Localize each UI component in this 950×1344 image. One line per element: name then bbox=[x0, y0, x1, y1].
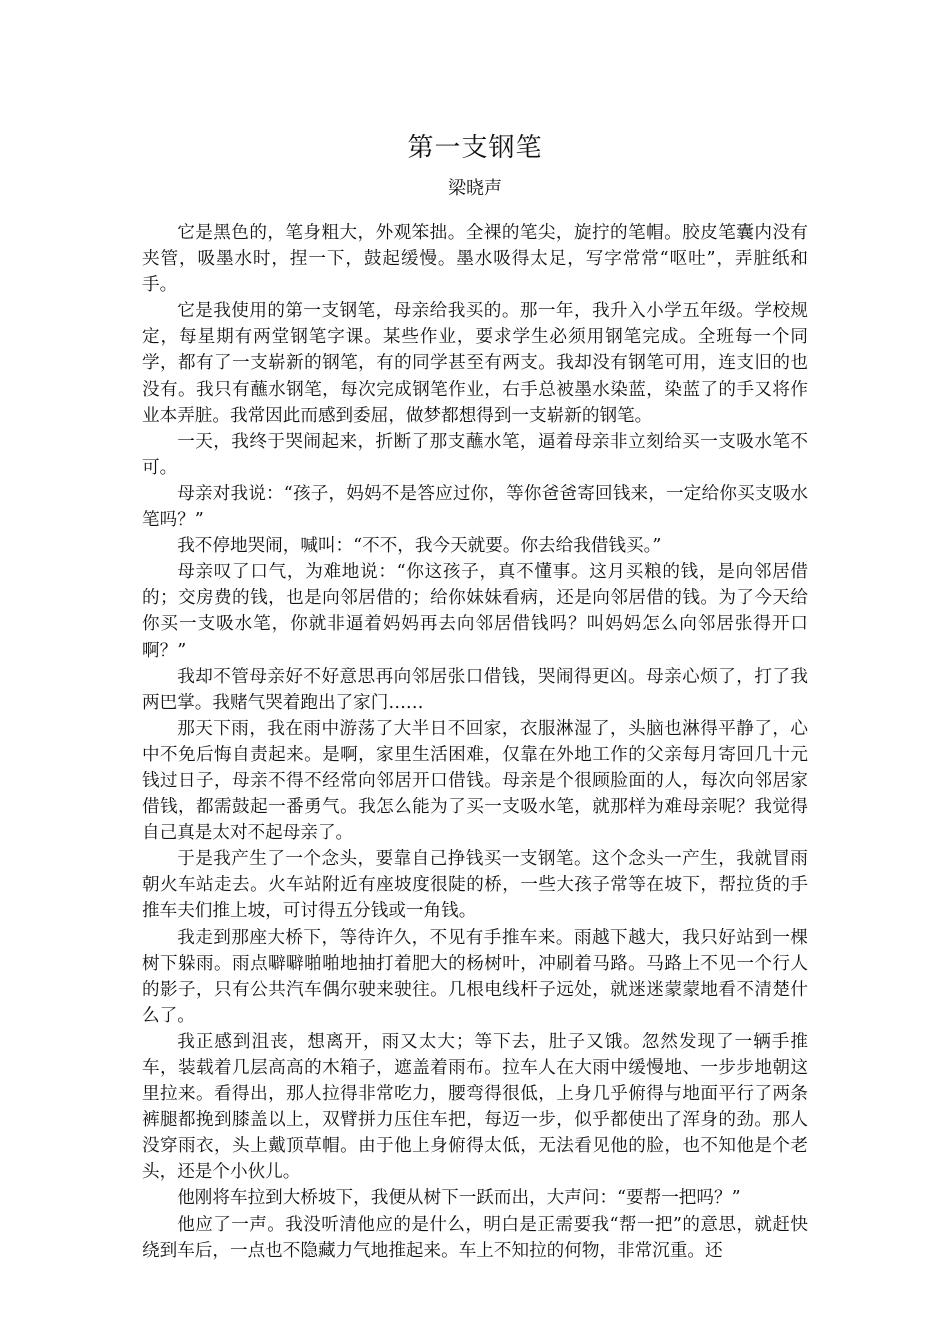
paragraph: 一天，我终于哭闹起来，折断了那支蘸水笔，逼着母亲非立刻给买一支吸水笔不可。 bbox=[142, 431, 808, 478]
paragraph: 我不停地哭闹，喊叫：“不不，我今天就要。你去给我借钱买。” bbox=[177, 536, 662, 557]
document-author: 梁晓声 bbox=[448, 178, 502, 199]
paragraph: 他刚将车拉到大桥坡下，我便从树下一跃而出，大声问：“要帮一把吗？” bbox=[177, 1188, 741, 1209]
document-title: 第一支钢笔 bbox=[407, 133, 543, 163]
paragraph: 于是我产生了一个念头，要靠自己挣钱买一支钢笔。这个念头一产生，我就冒雨朝火车站走去。火车站附近有座坡度很陡的桥，一些大孩子常等在坡下，帮拉货的手推车夫们推上坡，可讨得五分钱或一角钱。 bbox=[142, 849, 808, 922]
paragraph: 它是黑色的，笔身粗大，外观笨拙。全裸的笔尖，旋拧的笔帽。胶皮笔囊内没有夹管，吸墨水时，捏一下，鼓起缓慢。墨水吸得太足，写字常常“呕吐”，弄脏纸和手。 bbox=[142, 223, 808, 296]
paragraph: 我正感到沮丧，想离开，雨又太大；等下去，肚子又饿。忽然发现了一辆手推车，装载着几层高高的木箱子，遮盖着雨布。拉车人在大雨中缓慢地、一步步地朝这里拉来。看得出，那人拉得非常吃力，腰弯得很低，上身几乎俯得与地面平行了两条裤腿都挽到膝盖以上，双臂拼力压住车把，每迈一步，似乎都使出了浑身的劲。那人没穿雨衣，头上戴顶草帽。由于他上身俯得太低，无法看见他的脸，也不知他是个老头，还是个小伙儿。 bbox=[142, 1031, 808, 1183]
paragraph: 母亲对我说：“孩子，妈妈不是答应过你，等你爸爸寄回钱来，一定给你买支吸水笔吗？” bbox=[142, 483, 808, 531]
document-body bbox=[142, 220, 808, 1264]
paragraph: 我走到那座大桥下，等待许久，不见有手推车来。雨越下越大，我只好站到一棵树下躲雨。雨点噼噼啪啪地抽打着肥大的杨树叶，冲刷着马路。马路上不见一个行人的影子，只有公共汽车偶尔驶来驶往。几根电线杆子远处，就迷迷蒙蒙地看不清楚什么了。 bbox=[142, 927, 808, 1026]
paragraph: 那天下雨，我在雨中游荡了大半日不回家，衣服淋湿了，头脑也淋得平静了，心中不免后悔自责起来。是啊，家里生活困难，仅靠在外地工作的父亲每月寄回几十元钱过日子，母亲不得不经常向邻居开口借钱。母亲是个很顾脸面的人，每次向邻居家借钱，都需鼓起一番勇气。我怎么能为了买一支吸水笔，就那样为难母亲呢？我觉得自己真是太对不起母亲了。 bbox=[142, 718, 808, 844]
paragraph: 母亲叹了口气，为难地说：“你这孩子，真不懂事。这月买粮的钱，是向邻居借的；交房费的钱，也是向邻居借的；给你妹妹看病，还是向邻居借的钱。为了今天给你买一支吸水笔，你就非逼着妈妈再去向邻居借钱吗？叫妈妈怎么向邻居张得开口啊？” bbox=[142, 562, 808, 661]
paragraph: 他应了一声。我没听清他应的是什么，明白是正需要我“帮一把”的意思，就赶快绕到车后，一点也不隐藏力气地推起来。车上不知拉的何物，非常沉重。还 bbox=[142, 1214, 808, 1261]
paragraph: 我却不管母亲好不好意思再向邻居张口借钱，哭闹得更凶。母亲心烦了，打了我两巴掌。我赌气哭着跑出了家门…… bbox=[142, 666, 808, 713]
paragraph: 它是我使用的第一支钢笔，母亲给我买的。那一年，我升入小学五年级。学校规定，每星期有两堂钢笔字课。某些作业，要求学生必须用钢笔完成。全班每一个同学，都有了一支崭新的钢笔，有的同学甚至有两支。我却没有钢笔可用，连支旧的也没有。我只有蘸水钢笔，每次完成钢笔作业，右手总被墨水染蓝，染蓝了的手又将作业本弄脏。我常因此而感到委屈，做梦都想得到一支崭新的钢笔。 bbox=[142, 301, 808, 426]
